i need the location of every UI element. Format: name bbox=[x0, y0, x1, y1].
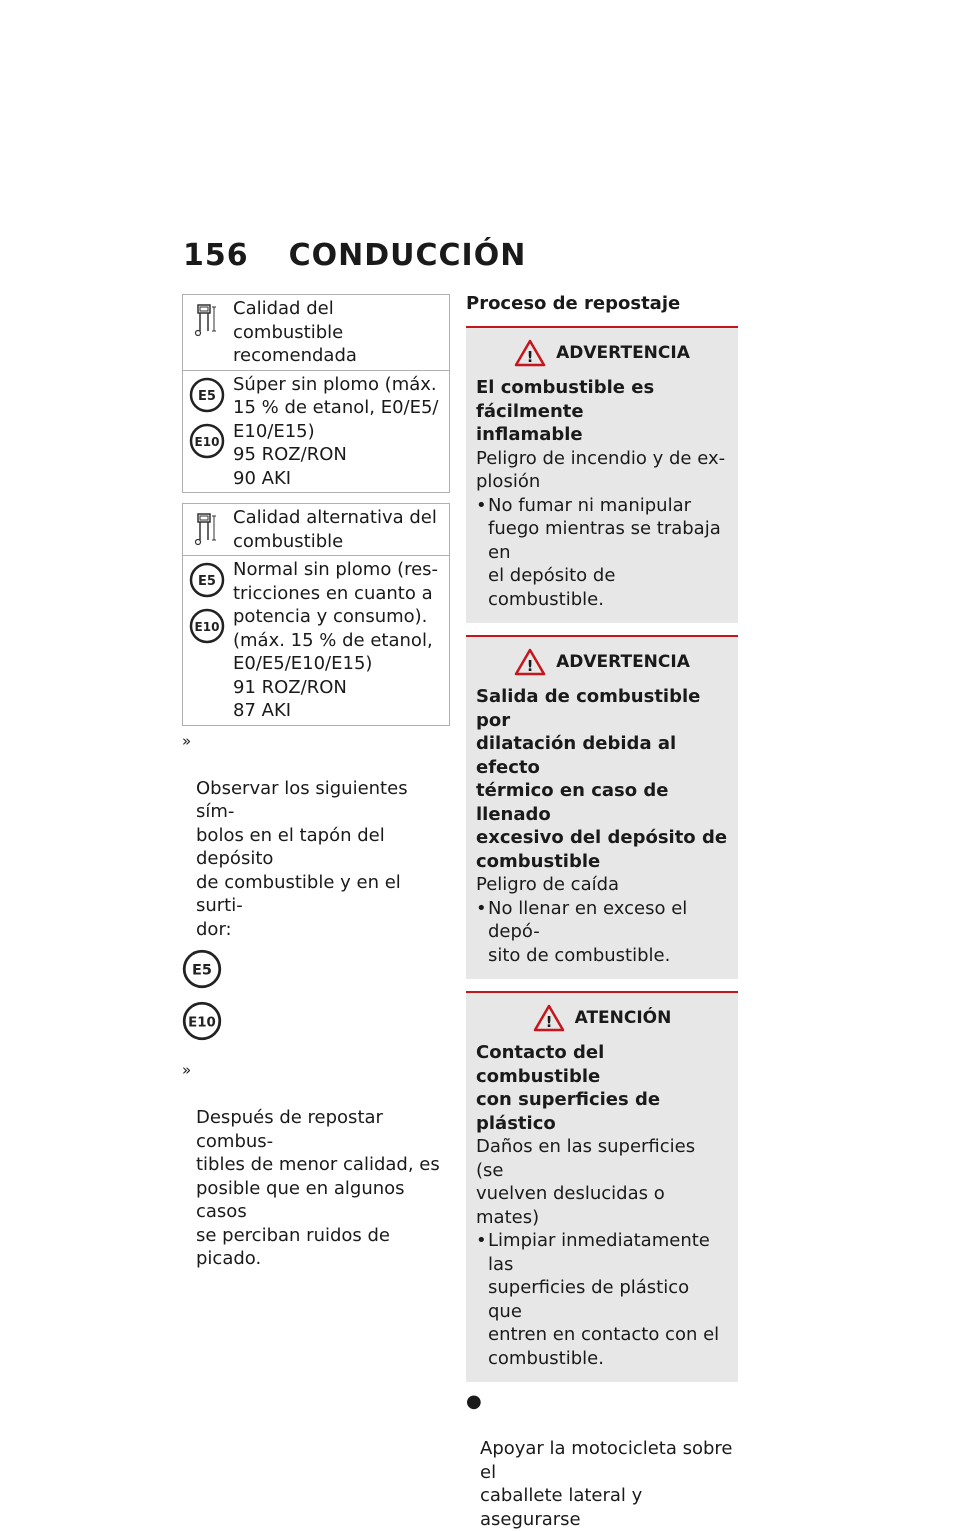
instruction-knocking bbox=[182, 1059, 450, 1271]
fuel-pump-icon bbox=[194, 301, 220, 337]
page-number: 156 bbox=[183, 238, 249, 273]
table-cell-text: Normal sin plomo (res- tricciones en cuanto a potencia y consumo). (máx. 15 % de etanol, E0/E5/E10/E15) 91 ROZ/RON 87 AKI bbox=[233, 559, 439, 721]
list-item: • No fumar ni manipular fuego mientras se trabaja en el depósito de combustible. bbox=[476, 494, 721, 610]
list-item: • Limpiar inmediatamente las superficies de plástico que entren en contacto con el combustible. bbox=[476, 1230, 720, 1369]
section-title: CONDUCCIÓN bbox=[288, 238, 527, 273]
e10-icon bbox=[189, 423, 225, 459]
svg-text:!: ! bbox=[526, 348, 534, 366]
svg-text:E5: E5 bbox=[192, 962, 212, 979]
step-marker: » bbox=[182, 731, 192, 750]
bullet-text: No llenar en exceso el depó- sito de combustible. bbox=[488, 897, 688, 966]
fuel-pump-icon bbox=[194, 510, 220, 546]
table-cell-text: Súper sin plomo (máx. 15 % de etanol, E0/E5/ E10/E15) 95 ROZ/RON 90 AKI bbox=[233, 373, 439, 489]
warning-triangle-icon bbox=[514, 648, 546, 676]
warning-level: ADVERTENCIA bbox=[556, 652, 690, 672]
table-cell-text: Calidad alternativa del combustible bbox=[233, 507, 437, 552]
svg-text:!: ! bbox=[545, 1013, 553, 1031]
e5-icon bbox=[189, 562, 225, 598]
recommended-fuel-table bbox=[182, 294, 450, 493]
table-row bbox=[183, 504, 449, 555]
instruction-text: Observar los siguientes sím- bolos en el tapón del depósito de combustible y en el surti- dor: bbox=[196, 777, 408, 940]
list-item: • No llenar en exceso el depó- sito de combustible. bbox=[476, 897, 688, 966]
warning-text: Daños en las superficies (se vuelven deslucidas o mates) bbox=[476, 1136, 696, 1228]
warning-triangle-icon bbox=[533, 1004, 565, 1032]
warning-title: Salida de combustible por dilatación debida al efecto térmico en caso de llenado excesivo del depósito de combustible bbox=[476, 686, 728, 872]
page-header bbox=[183, 238, 526, 273]
e10-symbol bbox=[182, 1001, 450, 1045]
warning-title: Contacto del combustible con superficies de plástico bbox=[476, 1042, 661, 1134]
left-column bbox=[182, 294, 450, 1271]
warning-text: Peligro de caída bbox=[476, 874, 620, 895]
right-column bbox=[466, 292, 738, 1531]
step-marker: ● bbox=[466, 1391, 482, 1412]
e10-icon bbox=[189, 608, 225, 644]
instruction-text: Después de repostar combus- tibles de menor calidad, es posible que en algunos casos se perciban ruidos de picado. bbox=[196, 1107, 440, 1269]
alternative-fuel-table bbox=[182, 503, 450, 726]
step-park-motorcycle bbox=[466, 1390, 738, 1531]
warning-level: ATENCIÓN bbox=[574, 1008, 672, 1028]
step-text: Apoyar la motocicleta sobre el caballete lateral y asegurarse bbox=[480, 1438, 733, 1530]
warning-box bbox=[466, 326, 738, 623]
e5-icon bbox=[189, 377, 225, 413]
table-row bbox=[183, 370, 449, 493]
table-row bbox=[183, 555, 449, 725]
svg-text:E5: E5 bbox=[198, 388, 216, 404]
e5-symbol bbox=[182, 949, 450, 993]
warning-text: Peligro de incendio y de ex- plosión bbox=[476, 447, 726, 492]
section-heading: Proceso de repostaje bbox=[466, 293, 681, 314]
svg-text:E10: E10 bbox=[194, 620, 220, 634]
caution-box bbox=[466, 991, 738, 1382]
step-marker: » bbox=[182, 1061, 192, 1079]
svg-text:E10: E10 bbox=[194, 434, 220, 449]
warning-level: ADVERTENCIA bbox=[556, 343, 690, 363]
svg-text:!: ! bbox=[526, 657, 534, 675]
table-cell-text: Calidad del combustible recomendada bbox=[233, 298, 357, 366]
instruction-observe-symbols bbox=[182, 730, 450, 942]
warning-title: El combustible es fácilmente inflamable bbox=[476, 377, 655, 445]
bullet-text: No fumar ni manipular fuego mientras se trabaja en el depósito de combustible. bbox=[488, 494, 721, 610]
e10-icon bbox=[182, 1001, 222, 1041]
warning-box bbox=[466, 635, 738, 979]
warning-triangle-icon bbox=[514, 339, 546, 367]
svg-text:E10: E10 bbox=[188, 1015, 216, 1031]
bullet-text: Limpiar inmediatamente las superficies de plástico que entren en contacto con el combustible. bbox=[488, 1230, 720, 1369]
table-row bbox=[183, 295, 449, 370]
svg-text:E5: E5 bbox=[198, 574, 216, 589]
e5-icon bbox=[182, 949, 222, 989]
